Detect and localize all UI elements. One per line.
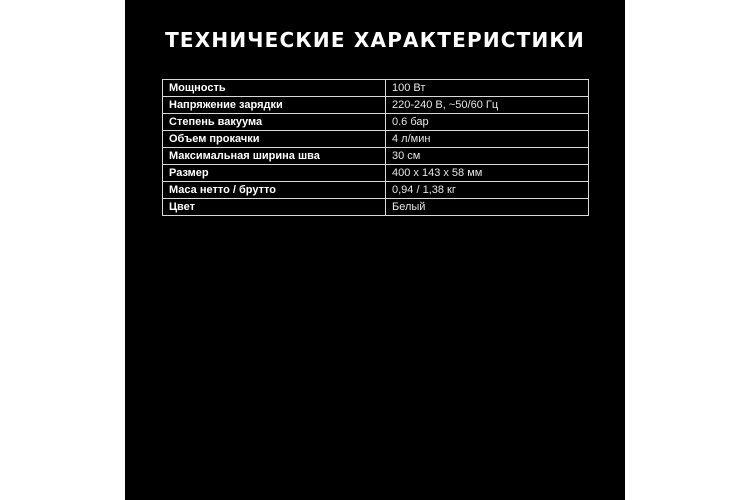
- spec-key: Мощность: [163, 80, 386, 97]
- spec-key: Объем прокачки: [163, 131, 386, 148]
- page-title: ТЕХНИЧЕСКИЕ ХАРАКТЕРИСТИКИ: [165, 28, 585, 52]
- spec-value: 100 Вт: [386, 80, 589, 97]
- spec-key: Максимальная ширина шва: [163, 148, 386, 165]
- spec-value: 30 см: [386, 148, 589, 165]
- table-row: [163, 97, 589, 114]
- table-row: [163, 148, 589, 165]
- table-row: [163, 131, 589, 148]
- spec-key: Напряжение зарядки: [163, 97, 386, 114]
- table-row: [163, 114, 589, 131]
- spec-value: 4 л/мин: [386, 131, 589, 148]
- spec-value: 0.6 бар: [386, 114, 589, 131]
- spec-key: Размер: [163, 165, 386, 182]
- spec-table: [162, 79, 589, 216]
- table-row: [163, 199, 589, 216]
- spec-value: 0,94 / 1,38 кг: [386, 182, 589, 199]
- spec-panel: [125, 0, 625, 500]
- spec-key: Цвет: [163, 199, 386, 216]
- table-row: [163, 165, 589, 182]
- spec-value: 400 х 143 х 58 мм: [386, 165, 589, 182]
- spec-key: Маса нетто / брутто: [163, 182, 386, 199]
- table-row: [163, 182, 589, 199]
- table-row: [163, 80, 589, 97]
- spec-key: Степень вакуума: [163, 114, 386, 131]
- spec-value: 220-240 В, ~50/60 Гц: [386, 97, 589, 114]
- spec-value: Белый: [386, 199, 589, 216]
